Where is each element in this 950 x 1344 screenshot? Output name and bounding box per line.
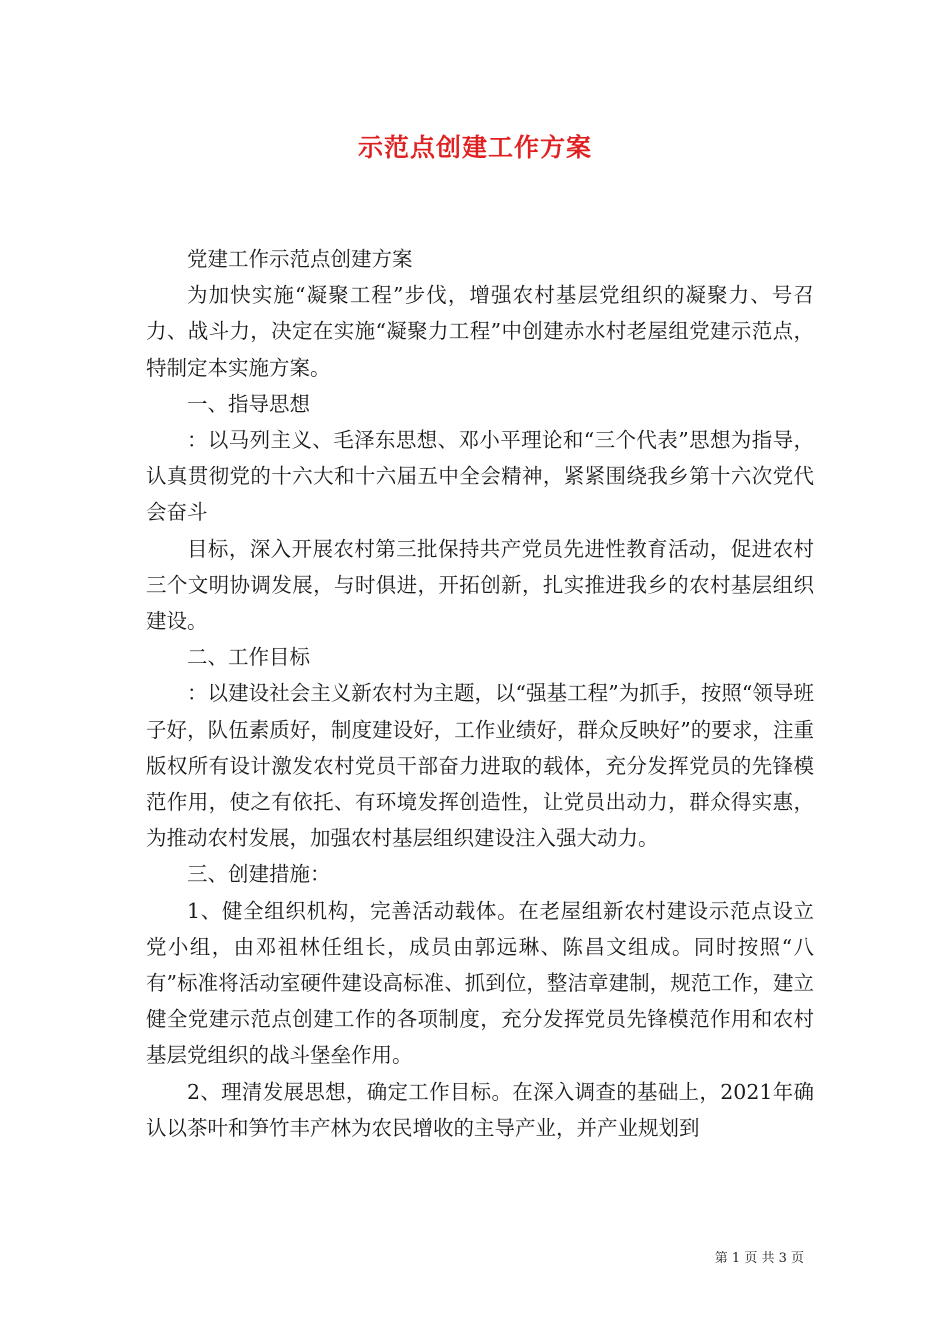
section-heading-guiding-ideology: 一、指导思想: [187, 391, 310, 416]
subtitle: 党建工作示范点创建方案: [187, 247, 413, 271]
guiding-ideology-paragraph: ：以马列主义、毛泽东思想、邓小平理论和“三个代表”思想为指导，认真贯彻党的十六大和十六届五中全会精神，紧紧围绕我乡第十六次党代会奋斗: [146, 428, 814, 525]
measure-2-paragraph: 2、理清发展思想，确定工作目标。在深入调查的基础上，2021年确认以茶叶和笋竹丰产林为农民增收的主导产业，并产业规划到: [146, 1079, 814, 1140]
document-body: [146, 241, 814, 1146]
guiding-ideology-continued: 目标，深入开展农村第三批保持共产党员先进性教育活动，促进农村三个文明协调发展，与时俱进，开拓创新，扎实推进我乡的农村基层组织建设。: [146, 536, 814, 634]
work-goals-paragraph: ：以建设社会主义新农村为主题，以“强基工程”为抓手，按照“领导班子好，队伍素质好，制度建设好，工作业绩好，群众反映好”的要求，注重版权所有设计激发农村党员干部奋力进取的载体，充分发挥党员的先锋模范作用，使之有依托、有环境发挥创造性，让党员出动力，群众得实惠，为推动农村发展，加强农村基层组织建设注入强大动力。: [146, 681, 814, 851]
intro-paragraph: 为加快实施“凝聚工程”步伐，增强农村基层党组织的凝聚力、号召力、战斗力，决定在实施“凝聚力工程”中创建赤水村老屋组党建示范点，特制定本实施方案。: [146, 283, 814, 380]
section-heading-work-goals: 二、工作目标: [187, 645, 310, 670]
measure-1-paragraph: 1、健全组织机构，完善活动载体。在老屋组新农村建设示范点设立党小组，由邓祖林任组长，成员由郭远琳、陈昌文组成。同时按照“八有”标准将活动室硬件建设高标准、抓到位，整洁章建制，规范工作，建立健全党建示范点创建工作的各项制度，充分发挥党员先锋模范作用和农村基层党组织的战斗堡垒作用。: [146, 898, 814, 1068]
section-heading-measures: 三、创建措施：: [187, 862, 331, 887]
document-title: 示范点创建工作方案: [357, 133, 592, 162]
page-number: 第 1 页 共 3 页: [714, 1251, 804, 1266]
